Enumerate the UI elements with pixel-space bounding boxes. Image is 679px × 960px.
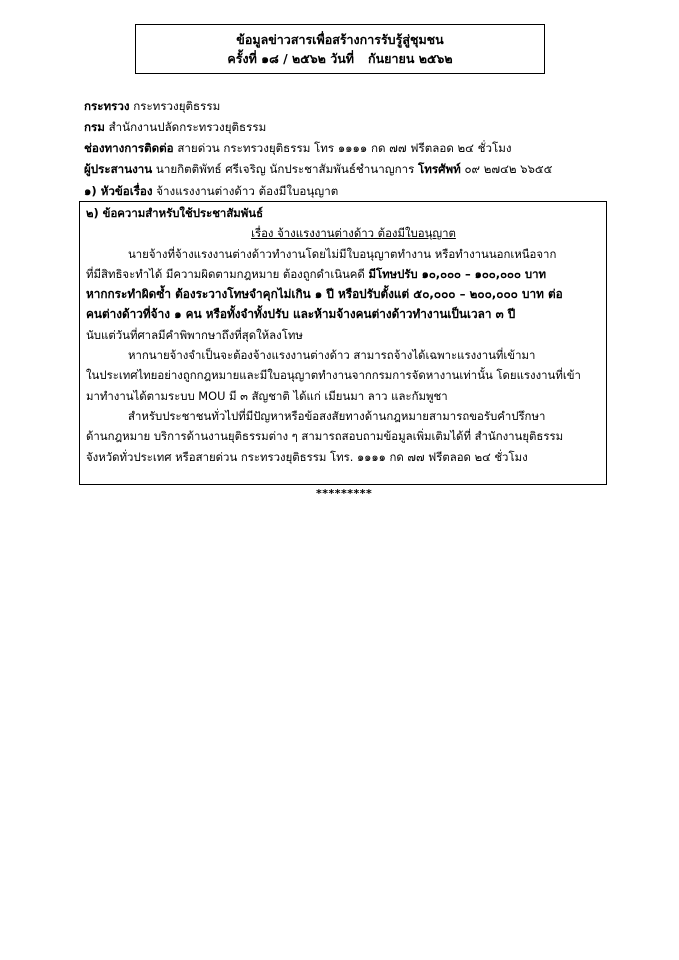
- meta-coordinator-value: นายกิตติพัทธ์ ศรีเจริญ นักประชาสัมพันธ์ชำนาญการ: [155, 162, 415, 176]
- document-header-box: [135, 24, 545, 74]
- pr-paragraph-line: คนต่างด้าวที่จ้าง ๑ คน หรือทั้งจำทั้งปรับ และห้ามจ้างคนต่างด้าวทำงานเป็นเวลา ๓ ปี: [86, 307, 516, 322]
- topic-label: ๑) หัวข้อเรื่อง: [84, 184, 153, 198]
- pr-paragraph-line: [86, 264, 601, 284]
- pr-text-span: ที่มีสิทธิจะทำได้ มีความผิดตามกฎหมาย ต้องถูกดำเนินคดี: [86, 266, 365, 281]
- pr-title: ๒) ข้อความสำหรับใช้ประชาสัมพันธ์: [86, 206, 264, 220]
- meta-department-value: สำนักงานปลัดกระทรวงยุติธรรม: [108, 120, 267, 134]
- meta-contact-row: [84, 138, 604, 159]
- topic-row: [84, 181, 338, 201]
- end-marker: *********: [316, 487, 373, 500]
- pr-paragraph-line: นับแต่วันที่ศาลมีคำพิพากษาถึงที่สุดให้ลงโทษ: [86, 327, 303, 342]
- meta-phone-label: โทรศัพท์: [418, 162, 461, 176]
- pr-subject: เรื่อง จ้างแรงงานต่างด้าว ต้องมีใบอนุญาต: [251, 226, 456, 241]
- meta-department-row: [84, 117, 604, 138]
- header-issue-number: ครั้งที่ ๑๘ / ๒๕๖๒ วันที่: [227, 51, 355, 66]
- pr-paragraph-line: หากนายจ้างจำเป็นจะต้องจ้างแรงงานต่างด้าว สามารถจ้างได้เฉพาะแรงงานที่เข้ามา: [128, 348, 536, 363]
- topic-value: จ้างแรงงานต่างด้าว ต้องมีใบอนุญาต: [156, 184, 339, 198]
- document-meta: [84, 96, 604, 180]
- meta-ministry-label: กระทรวง: [84, 99, 130, 113]
- pr-penalty-fine: มีโทษปรับ ๑๐,๐๐๐ – ๑๐๐,๐๐๐ บาท: [368, 266, 547, 281]
- meta-contact-label: ช่องทางการติดต่อ: [84, 141, 174, 155]
- meta-coordinator-label: ผู้ประสานงาน: [84, 162, 153, 176]
- pr-paragraph-line: จังหวัดทั่วประเทศ หรือสายด่วน กระทรวงยุติธรรม โทร. ๑๑๑๑ กด ๗๗ ฟรีตลอด ๒๔ ชั่วโมง: [86, 449, 528, 464]
- header-issue-date: กันยายน ๒๕๖๒: [368, 51, 453, 66]
- pr-paragraph-line: สำหรับประชาชนทั่วไปที่มีปัญหาหรือข้อสงสัยทางด้านกฎหมายสามารถขอรับคำปรึกษา: [128, 408, 546, 423]
- meta-contact-value: สายด่วน กระทรวงยุติธรรม โทร ๑๑๑๑ กด ๗๗ ฟรีตลอด ๒๔ ชั่วโมง: [177, 141, 512, 155]
- meta-phone-value: ๐๙ ๒๗๔๒ ๖๖๕๕: [464, 162, 553, 176]
- header-issue-line: [136, 49, 544, 68]
- pr-paragraph-line: ด้านกฎหมาย บริการด้านงานยุติธรรมต่าง ๆ สามารถสอบถามข้อมูลเพิ่มเติมได้ที่ สำนักงานยุติธรรม: [86, 429, 564, 444]
- header-title: ข้อมูลข่าวสารเพื่อสร้างการรับรู้สู่ชุมชน: [236, 32, 444, 47]
- meta-ministry-row: [84, 96, 604, 117]
- pr-paragraph-line: นายจ้างที่จ้างแรงงานต่างด้าวทำงานโดยไม่มีใบอนุญาตทำงาน หรือทำงานนอกเหนือจาก: [128, 246, 557, 261]
- pr-paragraph-line: มาทำงานได้ตามระบบ MOU มี ๓ สัญชาติ ได้แก่ เมียนมา ลาว และกัมพูชา: [86, 388, 448, 403]
- pr-paragraph-line: ในประเทศไทยอย่างถูกกฎหมายและมีใบอนุญาตทำงานจากกรมการจัดหางานเท่านั้น โดยแรงงานที่เข้า: [86, 368, 581, 383]
- pr-message-box: [79, 201, 607, 485]
- meta-department-label: กรม: [84, 120, 105, 134]
- meta-coordinator-row: [84, 159, 604, 180]
- meta-ministry-value: กระทรวงยุติธรรม: [133, 99, 221, 113]
- pr-paragraph-line: หากกระทำผิดซ้ำ ต้องระวางโทษจำคุกไม่เกิน ๑ ปี หรือปรับตั้งแต่ ๕๐,๐๐๐ – ๒๐๐,๐๐๐ บาท ต่อ: [86, 287, 563, 302]
